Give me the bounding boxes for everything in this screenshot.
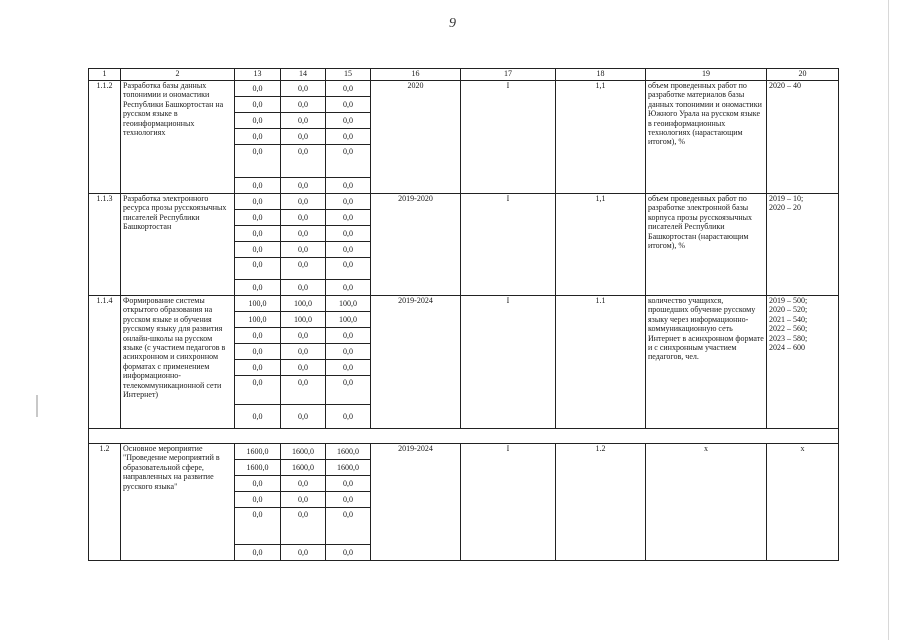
value-cell: 1600,0	[326, 444, 371, 460]
period-cell: 2019-2024	[371, 296, 461, 429]
row-name: Формирование системы открытого образования на русском языке и обучения русскому языку для развития онлайн-школы на русском языке (с участием педагогов в асинхронном и синхронном форматах с применением информационно-телекоммуникационной сети Интернет)	[121, 296, 235, 429]
value-cell: 0,0	[235, 226, 281, 242]
row-id: 1.1.2	[89, 81, 121, 194]
header-cell: 13	[235, 69, 281, 81]
value-cell: 0,0	[235, 545, 281, 561]
row-id: 1.1.4	[89, 296, 121, 429]
header-cell: 16	[371, 69, 461, 81]
separator-cell	[89, 429, 839, 444]
value-cell: 0,0	[281, 129, 326, 145]
value-cell: 0,0	[326, 242, 371, 258]
period-cell: 2020	[371, 81, 461, 194]
header-cell: 17	[461, 69, 556, 81]
value-cell: 1600,0	[326, 460, 371, 476]
header-row	[89, 69, 839, 81]
col17-cell: I	[461, 194, 556, 296]
value-cell: 0,0	[235, 258, 281, 280]
page-number: 9	[449, 16, 456, 31]
value-cell: 0,0	[326, 280, 371, 296]
targets-cell: 2020 – 40	[767, 81, 839, 194]
row-name: Разработка базы данных топонимии и ономастики Республики Башкортостан на русском языке в геоинформационных технологиях	[121, 81, 235, 194]
indicator-cell: объем проведенных работ по разработке электронной базы корпуса прозы русскоязычных писателей Республики Башкортостан (нарастающим итогом), %	[646, 194, 767, 296]
value-cell: 0,0	[326, 226, 371, 242]
value-cell: 0,0	[326, 145, 371, 178]
value-cell: 0,0	[235, 476, 281, 492]
value-cell: 0,0	[326, 97, 371, 113]
value-cell: 0,0	[281, 476, 326, 492]
value-cell: 0,0	[326, 545, 371, 561]
value-cell: 0,0	[235, 508, 281, 545]
value-cell: 100,0	[235, 312, 281, 328]
value-cell: 100,0	[235, 296, 281, 312]
header-cell: 15	[326, 69, 371, 81]
scan-edge-line	[888, 0, 889, 640]
value-cell: 0,0	[235, 376, 281, 405]
row-name: Основное мероприятие "Проведение мероприятий в образовательной сфере, направленных на развитие русского языка"	[121, 444, 235, 561]
value-cell: 0,0	[235, 344, 281, 360]
period-cell: 2019-2020	[371, 194, 461, 296]
value-cell: 0,0	[281, 194, 326, 210]
period-cell: 2019-2024	[371, 444, 461, 561]
table-row	[89, 444, 839, 460]
value-cell: 0,0	[235, 405, 281, 429]
value-cell: 0,0	[235, 178, 281, 194]
col18-cell: 1,1	[556, 194, 646, 296]
value-cell: 100,0	[281, 312, 326, 328]
value-cell: 0,0	[326, 258, 371, 280]
targets-cell: 2019 – 500; 2020 – 520; 2021 – 540; 2022 – 560; 2023 – 580; 2024 – 600	[767, 296, 839, 429]
value-cell: 0,0	[281, 242, 326, 258]
value-cell: 0,0	[281, 97, 326, 113]
indicator-cell: объем проведенных работ по разработке материалов базы данных топонимии и ономастики Южного Урала на русском языке в геоинформационных технологиях (нарастающим итогом), %	[646, 81, 767, 194]
value-cell: 0,0	[235, 360, 281, 376]
value-cell: 0,0	[326, 376, 371, 405]
value-cell: 0,0	[281, 210, 326, 226]
value-cell: 0,0	[281, 226, 326, 242]
value-cell: 100,0	[326, 296, 371, 312]
value-cell: 0,0	[235, 81, 281, 97]
indicator-cell: количество учащихся, прошедших обучение русскому языку через информационно-коммуникационную сеть Интернет в асинхронном формате и с синхронным участием педагогов, чел.	[646, 296, 767, 429]
value-cell: 0,0	[281, 545, 326, 561]
value-cell: 0,0	[281, 508, 326, 545]
value-cell: 0,0	[235, 492, 281, 508]
value-cell: 0,0	[235, 97, 281, 113]
value-cell: 0,0	[326, 194, 371, 210]
targets-cell: 2019 – 10; 2020 – 20	[767, 194, 839, 296]
col18-cell: 1,1	[556, 81, 646, 194]
header-cell: 19	[646, 69, 767, 81]
value-cell: 0,0	[281, 344, 326, 360]
value-cell: 0,0	[326, 344, 371, 360]
scan-mark	[36, 395, 38, 417]
value-cell: 0,0	[281, 492, 326, 508]
table-row	[89, 81, 839, 97]
header-cell: 1	[89, 69, 121, 81]
value-cell: 0,0	[281, 405, 326, 429]
value-cell: 0,0	[235, 129, 281, 145]
value-cell: 0,0	[235, 328, 281, 344]
value-cell: 100,0	[281, 296, 326, 312]
value-cell: 0,0	[326, 129, 371, 145]
value-cell: 0,0	[326, 178, 371, 194]
table-row	[89, 194, 839, 210]
value-cell: 0,0	[281, 258, 326, 280]
table-row	[89, 296, 839, 312]
value-cell: 0,0	[235, 242, 281, 258]
value-cell: 0,0	[281, 81, 326, 97]
value-cell: 0,0	[281, 328, 326, 344]
value-cell: 0,0	[326, 81, 371, 97]
value-cell: 0,0	[281, 360, 326, 376]
value-cell: 100,0	[326, 312, 371, 328]
value-cell: 1600,0	[281, 444, 326, 460]
value-cell: 0,0	[235, 113, 281, 129]
value-cell: 0,0	[326, 405, 371, 429]
value-cell: 0,0	[281, 113, 326, 129]
budget-table	[88, 68, 839, 561]
value-cell: 1600,0	[235, 444, 281, 460]
value-cell: 0,0	[281, 376, 326, 405]
col18-cell: 1.1	[556, 296, 646, 429]
value-cell: 1600,0	[235, 460, 281, 476]
value-cell: 0,0	[326, 360, 371, 376]
header-cell: 20	[767, 69, 839, 81]
row-id: 1.1.3	[89, 194, 121, 296]
header-cell: 14	[281, 69, 326, 81]
col17-cell: I	[461, 81, 556, 194]
col17-cell: I	[461, 444, 556, 561]
header-cell: 18	[556, 69, 646, 81]
value-cell: 0,0	[235, 145, 281, 178]
value-cell: 0,0	[281, 178, 326, 194]
value-cell: 0,0	[326, 476, 371, 492]
value-cell: 0,0	[235, 280, 281, 296]
value-cell: 0,0	[281, 280, 326, 296]
col17-cell: I	[461, 296, 556, 429]
value-cell: 0,0	[281, 145, 326, 178]
indicator-cell: x	[646, 444, 767, 561]
separator-row	[89, 429, 839, 444]
targets-cell: x	[767, 444, 839, 561]
value-cell: 0,0	[326, 492, 371, 508]
col18-cell: 1.2	[556, 444, 646, 561]
row-id: 1.2	[89, 444, 121, 561]
value-cell: 0,0	[326, 113, 371, 129]
value-cell: 1600,0	[281, 460, 326, 476]
value-cell: 0,0	[326, 508, 371, 545]
value-cell: 0,0	[235, 194, 281, 210]
value-cell: 0,0	[326, 328, 371, 344]
header-cell: 2	[121, 69, 235, 81]
value-cell: 0,0	[235, 210, 281, 226]
value-cell: 0,0	[326, 210, 371, 226]
row-name: Разработка электронного ресурса прозы русскоязычных писателей Республики Башкортостан	[121, 194, 235, 296]
